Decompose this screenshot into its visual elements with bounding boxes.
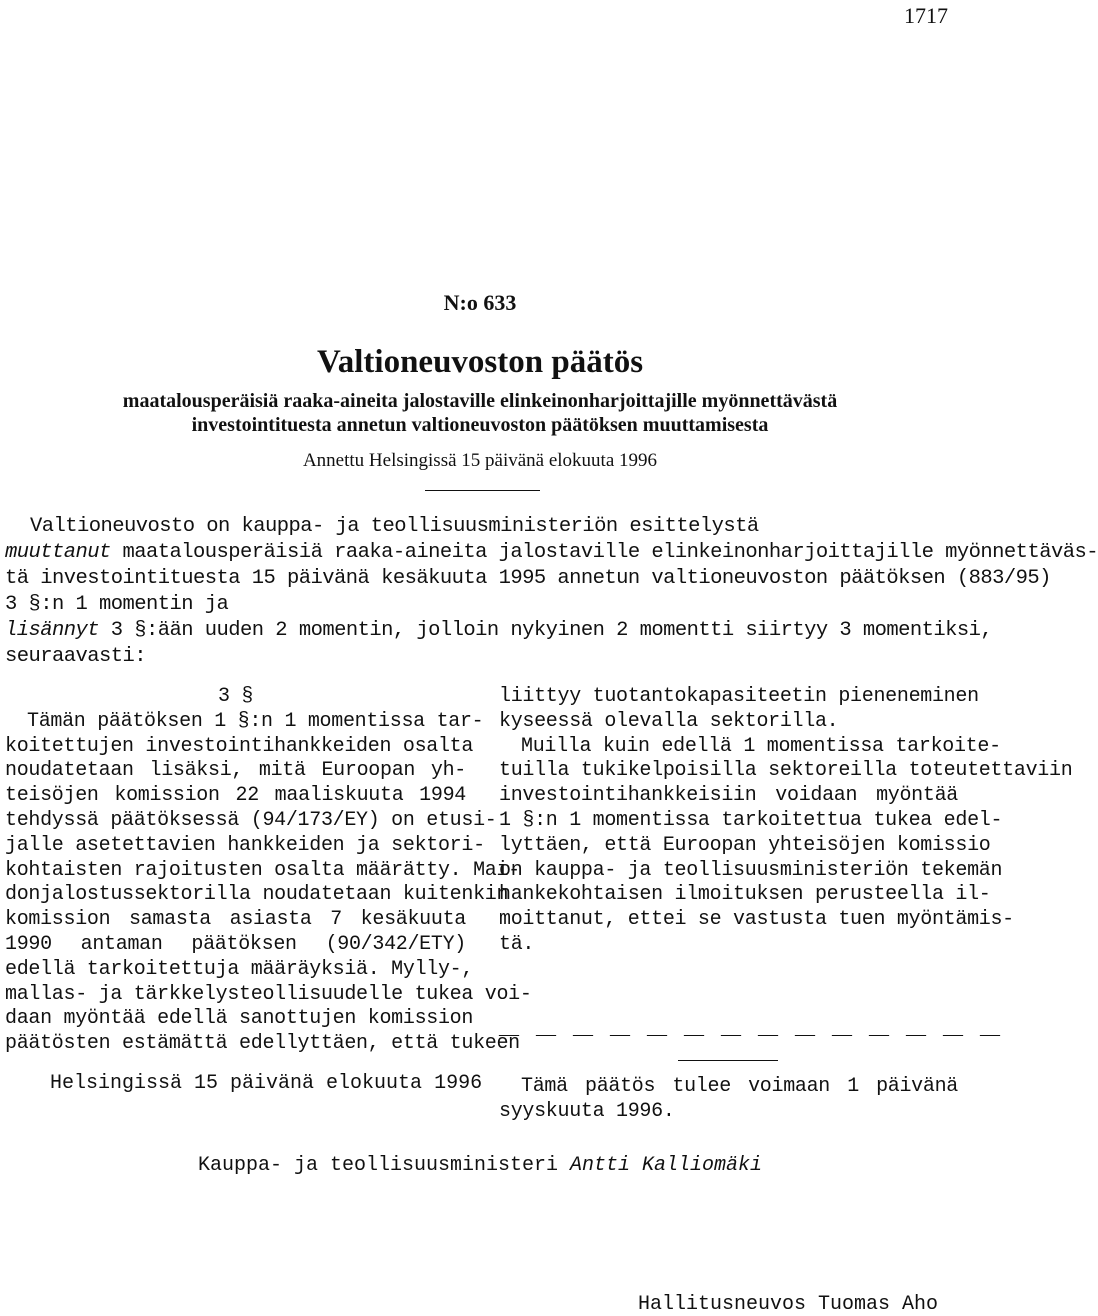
preamble xyxy=(5,514,1098,670)
body-line: teisöjen komission 22 maaliskuuta 1994 xyxy=(5,784,466,808)
preamble-line: Valtioneuvosto on kauppa- ja teollisuusministeriön esittelystä xyxy=(30,515,759,538)
body-line: tuilla tukikelpoisilla sektoreilla toteutettaviin xyxy=(499,759,1073,783)
body-line: päätösten estämättä edellyttäen, että tukeen xyxy=(5,1032,520,1056)
preamble-line: tä investointituesta 15 päivänä kesäkuuta 1995 annetun valtioneuvoston päätöksen (883/95) xyxy=(5,567,1051,590)
body-line: liittyy tuotantokapasiteetin pieneneminen xyxy=(499,685,979,708)
body-line: Tämä päätös tulee voimaan 1 päivänä xyxy=(521,1075,958,1098)
subtitle-line: investointituesta annetun valtioneuvoston päätöksen muuttamisesta xyxy=(191,414,769,436)
place-and-date: Helsingissä 15 päivänä elokuuta 1996 xyxy=(50,1072,483,1095)
body-line: tehdyssä päätöksessä (94/173/EY) on etusi- xyxy=(5,808,497,832)
body-line: Muilla kuin edellä 1 momentissa tarkoite- xyxy=(521,734,1001,758)
document-subtitle xyxy=(40,389,920,437)
omission-dashes: — — — — — — — — — — — — — — xyxy=(499,1023,1006,1045)
body-line: mallas- ja tärkkelysteollisuudelle tukea voi- xyxy=(5,982,532,1006)
amendment-verb: lisännyt xyxy=(5,619,100,642)
section-heading: 3 § xyxy=(217,685,254,708)
body-line: koitettujen investointihankkeiden osalta xyxy=(5,734,474,758)
minister-name: Antti Kalliomäki xyxy=(570,1154,763,1177)
body-line: tä. xyxy=(499,932,535,956)
body-line: 1 §:n 1 momentissa tarkoitettua tukea edel- xyxy=(499,808,1003,832)
body-line: noudatetaan lisäksi, mitä Euroopan yh- xyxy=(5,759,466,783)
divider-rule xyxy=(678,1060,778,1061)
page-number: 1717 xyxy=(904,3,948,28)
body-line: donjalostussektorilla noudatetaan kuitenkin xyxy=(5,883,509,907)
body-line: 1990 antaman päätöksen (90/342/ETY) xyxy=(5,932,466,956)
body-line: hankekohtaisen ilmoituksen perusteella il- xyxy=(499,883,991,907)
preamble-line: muuttanut maatalousperäisiä raaka-aineita jalostaville elinkeinonharjoittajille myönnettäväs- xyxy=(5,541,1098,564)
preamble-line: lisännyt 3 §:ään uuden 2 momentin, jolloin nykyinen 2 momentti siirtyy 3 momentiksi, xyxy=(5,619,993,642)
given-date: Annettu Helsingissä 15 päivänä elokuuta 1996 xyxy=(302,450,658,471)
body-line: jalle asetettavien hankkeiden ja sektori- xyxy=(5,833,485,857)
entry-into-force xyxy=(499,1075,958,1125)
statute-number: N:o 633 xyxy=(443,290,517,315)
right-column xyxy=(499,685,1073,958)
body-line: Tämän päätöksen 1 §:n 1 momentissa tar- xyxy=(27,709,484,733)
minister-title: Kauppa- ja teollisuusministeri xyxy=(197,1154,558,1177)
body-line: lyttäen, että Euroopan yhteisöjen komissio xyxy=(499,833,991,857)
body-line: edellä tarkoitettuja määräyksiä. Mylly-, xyxy=(5,957,474,981)
left-column xyxy=(5,685,532,1057)
preamble-line: 3 §:n 1 momentin ja xyxy=(5,593,229,616)
document-title: Valtioneuvoston päätös xyxy=(316,344,644,380)
body-line: syyskuuta 1996. xyxy=(499,1099,675,1123)
body-line: kohtaisten rajoitusten osalta määrätty. Mai- xyxy=(5,858,520,882)
body-line: daan myöntää edellä sanottujen komission xyxy=(5,1007,474,1031)
body-line: on kauppa- ja teollisuusministeriön tekemän xyxy=(499,858,1003,882)
minister-signature xyxy=(0,1154,960,1177)
body-line: moittanut, ettei se vastusta tuen myöntämis- xyxy=(499,908,1014,932)
preamble-line: seuraavasti: xyxy=(5,645,147,668)
subtitle-line: maatalousperäisiä raaka-aineita jalostaville elinkeinonharjoittajille myönnettävästä xyxy=(122,390,838,412)
amendment-verb: muuttanut xyxy=(5,541,111,564)
divider-rule xyxy=(425,490,540,491)
body-line: komission samasta asiasta 7 kesäkuuta xyxy=(5,908,466,932)
body-line: kyseessä olevalla sektorilla. xyxy=(499,709,839,733)
body-line: investointihankkeisiin voidaan myöntää xyxy=(499,784,958,808)
counsellor-signature: Hallitusneuvos Tuomas Aho xyxy=(637,1293,938,1316)
